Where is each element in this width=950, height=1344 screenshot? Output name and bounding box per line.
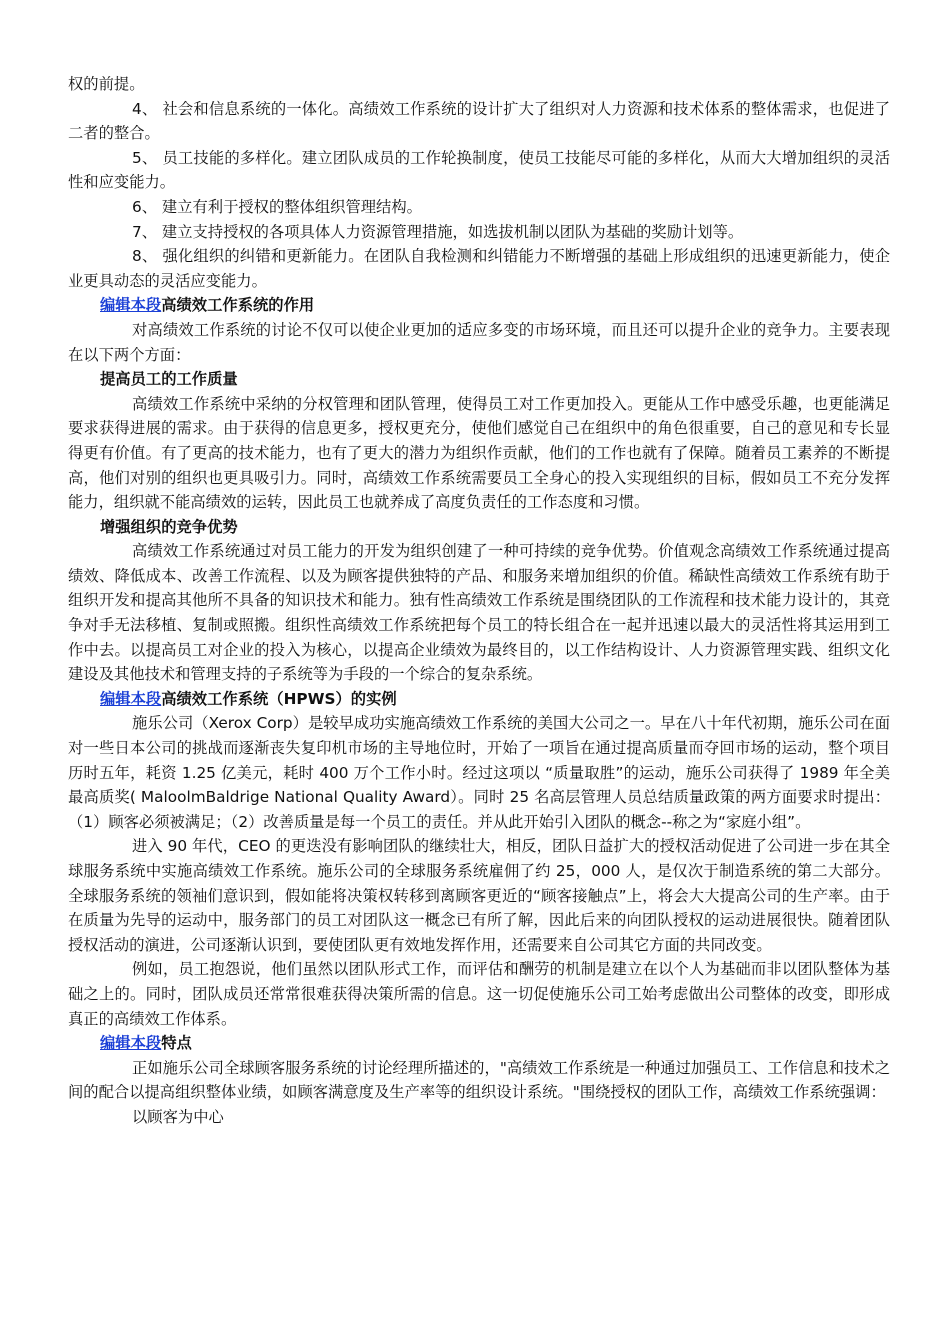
paragraph-example-3: 例如，员工抱怨说，他们虽然以团队形式工作，而评估和酬劳的机制是建立在以个人为基础而非以团队整体为基础之上的。同时，团队成员还常常很难获得决策所需的信息。这一切促使施乐公司工始考虑做出公司整体的改变，即形成真正的高绩效工作体系。 bbox=[68, 960, 890, 1028]
edit-section-link[interactable]: 编辑本段 bbox=[100, 296, 162, 315]
section-title: 特点 bbox=[161, 1034, 192, 1053]
list-item-8: 8、 强化组织的纠错和更新能力。在团队自我检测和纠错能力不断增强的基础上形成组织的迅速更新能力，使企业更具动态的灵活应变能力。 bbox=[68, 247, 890, 290]
subheading-quality: 提高员工的工作质量 bbox=[100, 370, 238, 389]
paragraph-role: 对高绩效工作系统的讨论不仅可以使企业更加的适应多变的市场环境，而且还可以提升企业的竞争力。主要表现在以下两个方面： bbox=[68, 320, 890, 364]
paragraph-last: 以顾客为中心 bbox=[132, 1107, 224, 1126]
section-heading-role bbox=[68, 293, 890, 318]
section-title: 高绩效工作系统的作用 bbox=[161, 296, 315, 315]
paragraph-example-2: 进入 90 年代，CEO 的更迭没有影响团队的继续壮大，相反，团队日益扩大的授权活动促进了公司进一步在其全球服务系统中实施高绩效工作系统。施乐公司的全球服务系统雇佣了约 25，000 人，是仅次于制造系统的第二大部分。全球服务系统的领袖们意识到，假如能将决策权转移到离顾客更近的“顾客接触点”上，将会大大提高公司的生产率。由于在质量为先导的运动中，服务部门的员工对团队这一概念已有所了解，因此后来的向团队授权的运动进展很快。随着团队授权活动的演进，公司逐渐认识到，要使团队更有效地发挥作用，还需要来自公司其它方面的共同改变。 bbox=[68, 837, 890, 954]
list-item-7: 7、 建立支持授权的各项具体人力资源管理措施，如选拔机制以团队为基础的奖励计划等。 bbox=[132, 222, 744, 241]
edit-section-link[interactable]: 编辑本段 bbox=[100, 1034, 162, 1053]
paragraph-feature: 正如施乐公司全球顾客服务系统的讨论经理所描述的，"高绩效工作系统是一种通过加强员工、工作信息和技术之间的配合以提高组织整体业绩，如顾客满意度及生产率等的组织设计系统。"围绕授权的团队工作，高绩效工作系统强调： bbox=[68, 1058, 890, 1102]
list-item-5: 5、 员工技能的多样化。建立团队成员的工作轮换制度，使员工技能尽可能的多样化，从而大大增加组织的灵活性和应变能力。 bbox=[68, 148, 890, 192]
edit-section-link[interactable]: 编辑本段 bbox=[100, 689, 162, 708]
list-item-4: 4、 社会和信息系统的一体化。高绩效工作系统的设计扩大了组织对人力资源和技术体系的整体需求，也促进了二者的整合。 bbox=[68, 99, 890, 143]
paragraph-intro: 权的前提。 bbox=[68, 75, 145, 93]
section-heading-feature bbox=[68, 1031, 890, 1056]
list-item-6: 6、 建立有利于授权的整体组织管理结构。 bbox=[132, 197, 422, 216]
section-heading-example bbox=[68, 687, 890, 712]
paragraph-compete: 高绩效工作系统通过对员工能力的开发为组织创建了一种可持续的竞争优势。价值观念高绩效工作系统通过提高绩效、降低成本、改善工作流程、以及为顾客提供独特的产品、和服务来增加组织的价值。稀缺性高绩效工作系统有助于组织开发和提高其他所不具备的知识技术和能力。独有性高绩效工作系统是围绕团队的工作流程和技术能力设计的，其竞争对手无法移植、复制或照搬。组织性高绩效工作系统把每个员工的特长组合在一起并迅速以最大的灵活性将其运用到工作中去。以提高员工对企业的投入为核心，以提高企业绩效为最终目的，以工作结构设计、人力资源管理实践、组织文化建设及其他技术和管理支持的子系统等为手段的一个综合的复杂系统。 bbox=[68, 542, 890, 684]
paragraph-quality: 高绩效工作系统中采纳的分权管理和团队管理，使得员工对工作更加投入。更能从工作中感受乐趣，也更能满足要求获得进展的需求。由于获得的信息更多，授权更充分，使他们感觉自己在组织中的角色很重要，自己的意见和专长显得更有价值。有了更高的技术能力，也有了更大的潜力为组织作贡献，他们的工作也就有了保障。随着员工素养的不断提高，他们对别的组织也更具吸引力。同时，高绩效工作系统需要员工全身心的投入实现组织的目标，假如员工不充分发挥能力，组织就不能高绩效的运转，因此员工也就养成了高度负责任的工作态度和习惯。 bbox=[68, 394, 890, 512]
paragraph-example-1: 施乐公司（Xerox Corp）是较早成功实施高绩效工作系统的美国大公司之一。早在八十年代初期，施乐公司在面对一些日本公司的挑战而逐渐丧失复印机市场的主导地位时，开始了一项旨在通过提高质量而夺回市场的运动，整个项目历时五年，耗资 1.25 亿美元，耗时 400 万个工作小时。经过这项以 “质量取胜”的运动，施乐公司获得了 1989 年全美最高质奖( MaloolmBaldrige National Quality Award）。同时 25 名高层管理人员总结质量政策的两方面要求时提出：（1）顾客必须被满足；（2）改善质量是每一个员工的责任。并从此开始引入团队的概念--称之为“家庭小组”。 bbox=[68, 714, 890, 831]
subheading-compete: 增强组织的竞争优势 bbox=[100, 517, 238, 536]
section-title: 高绩效工作系统（HPWS）的实例 bbox=[161, 689, 397, 708]
